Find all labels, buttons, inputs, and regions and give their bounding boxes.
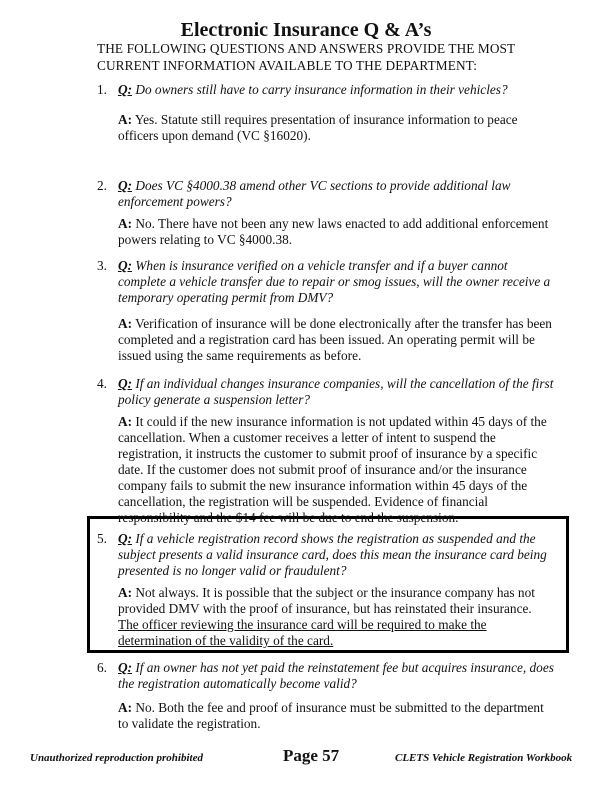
answer-line — [118, 478, 567, 494]
question-line — [118, 676, 567, 692]
question-line-text: presented is no longer valid or fraudulent? — [118, 563, 347, 578]
answer-line — [118, 585, 567, 601]
answer-line — [118, 617, 567, 633]
answer-line — [118, 462, 567, 478]
answer-line-text: Yes. Statute still requires presentation of insurance information to peace — [134, 112, 518, 127]
question-number: 2. — [97, 178, 107, 193]
answer-line — [118, 430, 567, 446]
question-line-text: Does VC §4000.38 amend other VC sections to provide additional law — [135, 178, 511, 193]
page-number: Page 57 — [283, 746, 340, 765]
question-label: Q: — [118, 660, 133, 675]
question-number: 1. — [97, 82, 107, 97]
question-label: Q: — [118, 178, 133, 193]
question-line — [118, 82, 567, 98]
question-number: 3. — [97, 258, 107, 273]
answer-line-text: date. If the customer does not submit proof of insurance and/or the insurance — [118, 462, 527, 477]
answer-label: A: — [118, 700, 133, 715]
footer-workbook-title: CLETS Vehicle Registration Workbook — [395, 752, 573, 764]
answer-line — [118, 316, 567, 332]
answer-line-text: company fails to submit the new insurance information within 45 days of the — [118, 478, 528, 493]
question-line-text: If a vehicle registration record shows the registration as suspended and the — [135, 531, 536, 546]
answer-line-text: Not always. It is possible that the subject or the insurance company has not — [135, 585, 535, 600]
answer-text — [118, 585, 567, 649]
question-line — [118, 392, 567, 408]
answer-1 — [97, 112, 567, 144]
answer-line-text: determination of the validity of the card. — [118, 633, 334, 648]
answer-text — [118, 316, 567, 364]
answer-line-text: cancellation. When a customer receives a letter of intent to suspend the — [118, 430, 496, 445]
question-number: 5. — [97, 531, 107, 546]
question-1 — [97, 82, 567, 98]
answer-line — [118, 601, 567, 617]
answer-line-text: It could if the new insurance information is not updated within 45 days of the — [135, 414, 547, 429]
question-line — [118, 274, 567, 290]
answer-label: A: — [118, 216, 133, 231]
question-label: Q: — [118, 376, 133, 391]
answer-line-text: registration, it instructs the customer to submit proof of insurance by a specific — [118, 446, 538, 461]
answer-text — [118, 700, 567, 732]
question-line — [118, 531, 567, 547]
answer-2 — [97, 216, 567, 248]
question-5 — [97, 531, 567, 579]
answer-line-text: No. There have not been any new laws enacted to add additional enforcement — [135, 216, 549, 231]
answer-line-text: No. Both the fee and proof of insurance must be submitted to the department — [135, 700, 544, 715]
question-4 — [97, 376, 567, 408]
question-2 — [97, 178, 567, 210]
question-label: Q: — [118, 82, 133, 97]
answer-line-text: The officer reviewing the insurance card will be required to make the — [118, 617, 487, 632]
question-line — [118, 660, 567, 676]
document-title: Electronic Insurance Q & A’s — [180, 19, 432, 41]
question-line — [118, 376, 567, 392]
answer-line-text: powers relating to VC §4000.38. — [118, 232, 293, 247]
intro-line: THE FOLLOWING QUESTIONS AND ANSWERS PROVIDE THE MOST — [97, 41, 516, 56]
question-line — [118, 290, 567, 306]
answer-line — [118, 216, 567, 232]
question-number: 6. — [97, 660, 107, 675]
question-line — [118, 194, 567, 210]
question-label: Q: — [118, 531, 133, 546]
answer-line — [118, 332, 567, 348]
answer-line-text: responsibility and the $14 fee will be due to end the suspension. — [118, 510, 459, 525]
question-text — [118, 178, 567, 210]
question-line-text: enforcement powers? — [118, 194, 232, 209]
answer-5 — [97, 585, 567, 649]
answer-line-text: cancellation, the registration will be suspended. Evidence of financial — [118, 494, 488, 509]
question-line-text: temporary operating permit from DMV? — [118, 290, 334, 305]
question-line — [118, 563, 567, 579]
answer-line — [118, 716, 567, 732]
question-line-text: If an individual changes insurance companies, will the cancellation of the first — [135, 376, 554, 391]
answer-label: A: — [118, 316, 133, 331]
answer-text — [118, 414, 567, 526]
answer-line — [118, 700, 567, 716]
question-text — [118, 660, 567, 692]
answer-line — [118, 510, 567, 526]
answer-line — [118, 414, 567, 430]
question-text — [118, 82, 567, 98]
answer-line — [118, 128, 567, 144]
intro-line: CURRENT INFORMATION AVAILABLE TO THE DEPARTMENT: — [97, 58, 477, 73]
question-line-text: complete a vehicle transfer due to repair or smog issues, will the owner receive a — [118, 274, 551, 289]
answer-label: A: — [118, 585, 133, 600]
question-text — [118, 258, 567, 306]
answer-line — [118, 232, 567, 248]
answer-line-text: issued using the same requirements as before. — [118, 348, 362, 363]
question-line — [118, 547, 567, 563]
answer-line — [118, 494, 567, 510]
question-line-text: the registration automatically become valid? — [118, 676, 357, 691]
answer-label: A: — [118, 112, 133, 127]
question-line-text: policy generate a suspension letter? — [118, 392, 311, 407]
answer-line-text: provided DMV with the proof of insurance, but has reinstated their insurance. — [118, 601, 532, 616]
answer-line — [118, 112, 567, 128]
answer-line-text: Verification of insurance will be done electronically after the transfer has been — [135, 316, 552, 331]
question-line-text: subject presents a valid insurance card, does this mean the insurance card being — [118, 547, 547, 562]
question-label: Q: — [118, 258, 133, 273]
question-line-text: When is insurance verified on a vehicle transfer and if a buyer cannot — [135, 258, 508, 273]
question-6 — [97, 660, 567, 692]
intro-text — [97, 40, 515, 74]
answer-4 — [97, 414, 567, 526]
question-line-text: Do owners still have to carry insurance information in their vehicles? — [135, 82, 508, 97]
question-line — [118, 258, 567, 274]
question-text — [118, 376, 567, 408]
answer-line-text: officers upon demand (VC §16020). — [118, 128, 311, 143]
answer-line-text: completed and a registration card has been issued. An operating permit will be — [118, 332, 535, 347]
answer-6 — [97, 700, 567, 732]
answer-text — [118, 216, 567, 248]
answer-line — [118, 446, 567, 462]
question-number: 4. — [97, 376, 107, 391]
question-3 — [97, 258, 567, 306]
question-line — [118, 178, 567, 194]
question-line-text: If an owner has not yet paid the reinstatement fee but acquires insurance, does — [135, 660, 554, 675]
footer-notice: Unauthorized reproduction prohibited — [30, 752, 203, 764]
question-text — [118, 531, 567, 579]
answer-line-text: to validate the registration. — [118, 716, 261, 731]
answer-label: A: — [118, 414, 133, 429]
answer-line — [118, 348, 567, 364]
answer-line — [118, 633, 567, 649]
answer-3 — [97, 316, 567, 364]
answer-text — [118, 112, 567, 144]
